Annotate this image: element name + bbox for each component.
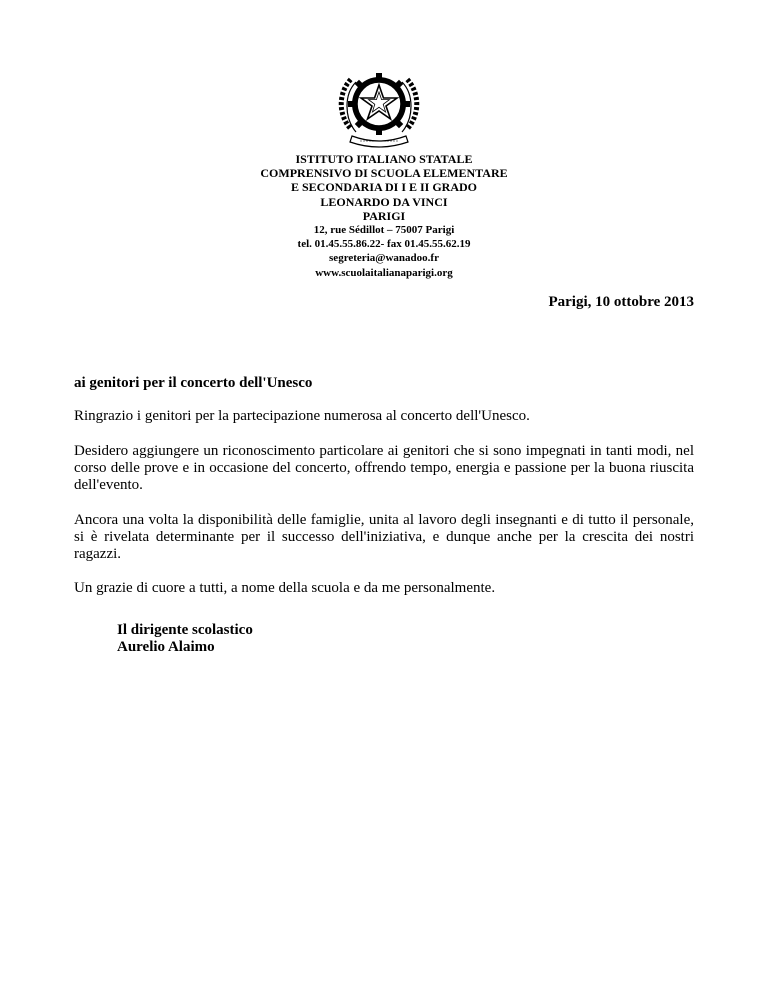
header-line: LEONARDO DA VINCI (320, 194, 448, 209)
header-website: www.scuolaitalianaparigi.org (315, 266, 453, 279)
header-line: PARIGI (362, 208, 406, 223)
letter-date: Parigi, 10 ottobre 2013 (548, 294, 694, 310)
signature-name: Aurelio Alaimo (117, 639, 215, 655)
header-line: E SECONDARIA DI I E II GRADO (290, 180, 478, 195)
letter-paragraph: Ringrazio i genitori per la partecipazione numerosa al concerto dell'Unesco. (74, 408, 530, 424)
header-line: COMPRENSIVO DI SCUOLA ELEMENTARE (260, 166, 508, 181)
letter-paragraph: Un grazie di cuore a tutti, a nome della scuola e da me personalmente. (74, 580, 496, 596)
letter-paragraph: Desidero aggiungere un riconoscimento particolare ai genitori che si sono impegnati in tanti modi, nel corso delle prove e in occasione del concerto, offrendo tempo, energia e passione per la buona riuscita dell'evento. (74, 443, 694, 493)
header-email: segreteria@wanadoo.fr (329, 252, 439, 265)
header-address: 12, rue Sédillot – 75007 Parigi (313, 224, 455, 237)
signature-role: Il dirigente scolastico (117, 622, 253, 638)
letter-paragraph: Ancora una volta la disponibilità delle famiglie, unita al lavoro degli insegnanti e di tutto il personale, si è rivelata determinante per il successo dell'iniziativa, e dunque anche per la crescita dei nostri ragazzi. (74, 512, 694, 562)
letter-subject: ai genitori per il concerto dell'Unesco (74, 375, 313, 391)
header-line: ISTITUTO ITALIANO STATALE (295, 152, 473, 166)
signature-block (117, 622, 253, 656)
header-phone-fax: tel. 01.45.55.86.22- fax 01.45.55.62.19 (297, 238, 471, 251)
italian-republic-emblem-icon (330, 62, 428, 150)
school-header (180, 152, 588, 280)
